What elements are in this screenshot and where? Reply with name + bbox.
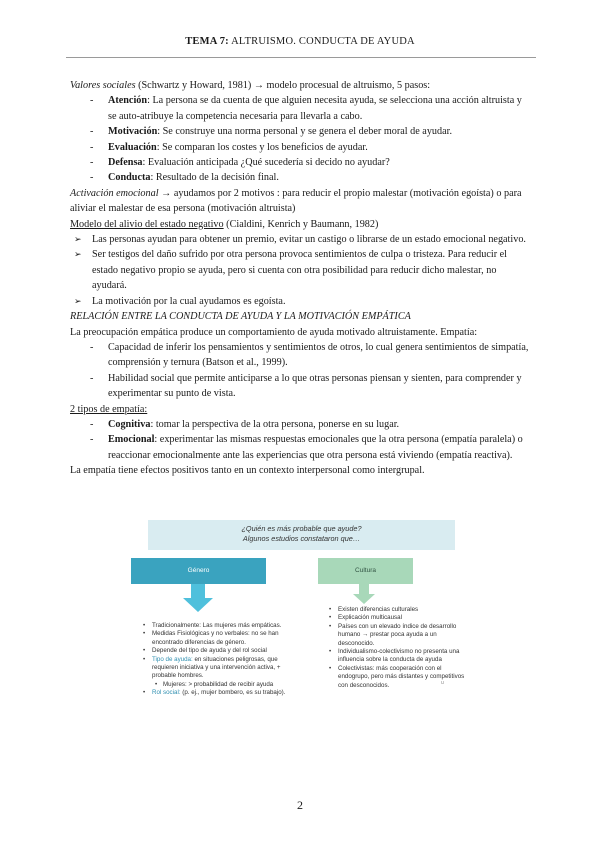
gender-list: [143, 622, 303, 698]
activacion-rest: → ayudamos por 2 motivos : para reducir el propio malestar (motivación egoísta) o para aliviar el malestar de esa persona (motivación altruista): [70, 187, 522, 215]
alivio-paragraph: [70, 217, 532, 232]
list-item: [108, 140, 532, 155]
list-item: • Depende del tipo de ayuda y del rol social: [143, 647, 303, 655]
step-term: Evaluación: [108, 141, 157, 153]
list-item: • Explicación multicausal: [329, 614, 469, 622]
step-term: Atención: [108, 95, 148, 107]
culture-list: [329, 606, 469, 690]
tipo-text: : experimentar las mismas respuestas emocionales que la otra persona (empatía paralela) o reaccionar emocionalmente ante las experiencias que otra persona está viviendo (empatía reactiva).: [108, 434, 523, 461]
list-item: • Tradicionalmente: Las mujeres más empáticas.: [143, 622, 303, 630]
activacion-label: Activación emocional: [70, 187, 159, 199]
list-item: ➢ Las personas ayudan para obtener un premio, evitar un castigo o librarse de un estado emocional negativo.: [92, 232, 532, 247]
list-item: [108, 124, 532, 139]
step-text: : Se comparan los costes y los beneficios de ayudar.: [156, 141, 368, 153]
list-item: - Capacidad de inferir los pensamientos y sentimientos de otros, lo cual genera sentimientos de simpatía, comprensión y ternura (Batson et al., 1999).: [108, 340, 532, 371]
main-content: [70, 78, 532, 479]
alivio-label: Modelo del alivio del estado negativo: [70, 218, 224, 230]
list-item: • Mujeres: > probabilidad de recibir ayuda: [143, 681, 303, 689]
tipos-heading: 2 tipos de empatía:: [70, 403, 148, 415]
alivio-points-list: [70, 232, 532, 309]
item-text: (p. ej., mujer bombero, es su trabajo).: [180, 689, 286, 697]
step-text: : Se construye una norma personal y se genera el deber moral de ayudar.: [157, 126, 452, 138]
list-item: [108, 93, 532, 124]
down-arrow-icon: [353, 584, 375, 604]
list-item: [108, 170, 532, 185]
list-item: [108, 432, 532, 463]
list-item: • Medidas Fisiológicas y no verbales: no se han encontrado diferencias de género.: [143, 630, 303, 647]
alivio-rest: (Cialdini, Kenrich y Baumann, 1982): [223, 218, 379, 230]
item-text: en situaciones peligrosas, que requieren iniciativa y una intervención activa, + probable hombres.: [152, 655, 281, 680]
step-term: Motivación: [108, 126, 158, 138]
list-item: • Colectivistas: más cooperación con el endogrupo, pero más distantes y competitivos con desconocidos.: [329, 665, 469, 690]
figure-mark: u: [441, 680, 444, 686]
highlight-text: Tipo de ayuda:: [152, 655, 193, 663]
valores-steps-list: [70, 93, 532, 185]
header-divider: [66, 57, 536, 58]
step-term: Defensa: [108, 157, 143, 169]
valores-rest: (Schwartz y Howard, 1981) → modelo procesual de altruismo, 5 pasos:: [135, 80, 431, 91]
list-item: - Habilidad social que permite anticiparse a lo que otras personas piensan y sienten, para comprender y experimentar su punto de vista.: [108, 371, 532, 402]
step-text: : Evaluación anticipada ¿Qué sucedería si decido no ayudar?: [142, 157, 390, 169]
list-item: ➢ La motivación por la cual ayudamos es egoísta.: [92, 294, 532, 309]
highlight-text: Rol social:: [152, 689, 181, 697]
down-arrow-icon: [183, 584, 213, 612]
list-item: [108, 417, 532, 432]
list-item: • Países con un elevado índice de desarrollo humano → prestar poca ayuda a un desconocido.: [329, 623, 469, 648]
tipo-term: Cognitiva: [108, 418, 151, 430]
list-item: • Existen diferencias culturales: [329, 606, 469, 614]
list-item: [108, 155, 532, 170]
relacion-intro: La preocupación empática produce un comportamiento de ayuda motivado altruistamente. Empatía:: [70, 326, 478, 338]
step-text: : Resultado de la decisión final.: [150, 172, 279, 184]
page-number: 2: [297, 798, 303, 812]
step-text: : La persona se da cuenta de que alguien necesita ayuda, se selecciona una acción altruista y se auto-atribuye la competencia necesaria para llevarla a cabo.: [108, 95, 522, 122]
tipos-closing: La empatía tiene efectos positivos tanto en un contexto interpersonal como intergrupal.: [70, 465, 425, 477]
header-title: ALTRUISMO. CONDUCTA DE AYUDA: [231, 36, 415, 47]
figure-question-banner: [148, 520, 455, 550]
culture-box: Cultura: [318, 558, 413, 584]
list-item: ➢ Ser testigos del daño sufrido por otra persona provoca sentimientos de culpa o tristeza. Para reducir el estado negativo propio se ayuda, pero si cuenta con otra posibilidad para reducir dicho malestar, no ayudará.: [92, 247, 532, 293]
list-item: [143, 689, 303, 697]
activacion-paragraph: [70, 186, 532, 217]
figure-subtitle: Algunos estudios constataron que…: [242, 534, 361, 543]
valores-label: Valores sociales: [70, 80, 136, 91]
page-header: [0, 36, 600, 47]
header-tema: TEMA 7:: [185, 36, 229, 47]
tipo-term: Emocional: [108, 434, 155, 446]
gender-culture-figure: [123, 520, 475, 697]
figure-question: ¿Quién es más probable que ayude?: [241, 524, 362, 533]
list-item: [143, 656, 303, 681]
valores-paragraph: [70, 78, 532, 93]
empatia-definitions-list: [70, 340, 532, 402]
tipos-list: [70, 417, 532, 463]
list-item: • Individualismo-colectivismo no presenta una influencia sobre la conducta de ayuda: [329, 648, 469, 665]
step-term: Conducta: [108, 172, 151, 184]
relacion-heading: RELACIÓN ENTRE LA CONDUCTA DE AYUDA Y LA MOTIVACIÓN EMPÁTICA: [70, 311, 411, 323]
tipo-text: : tomar la perspectiva de la otra persona, ponerse en su lugar.: [150, 418, 400, 430]
gender-box: Género: [131, 558, 266, 584]
